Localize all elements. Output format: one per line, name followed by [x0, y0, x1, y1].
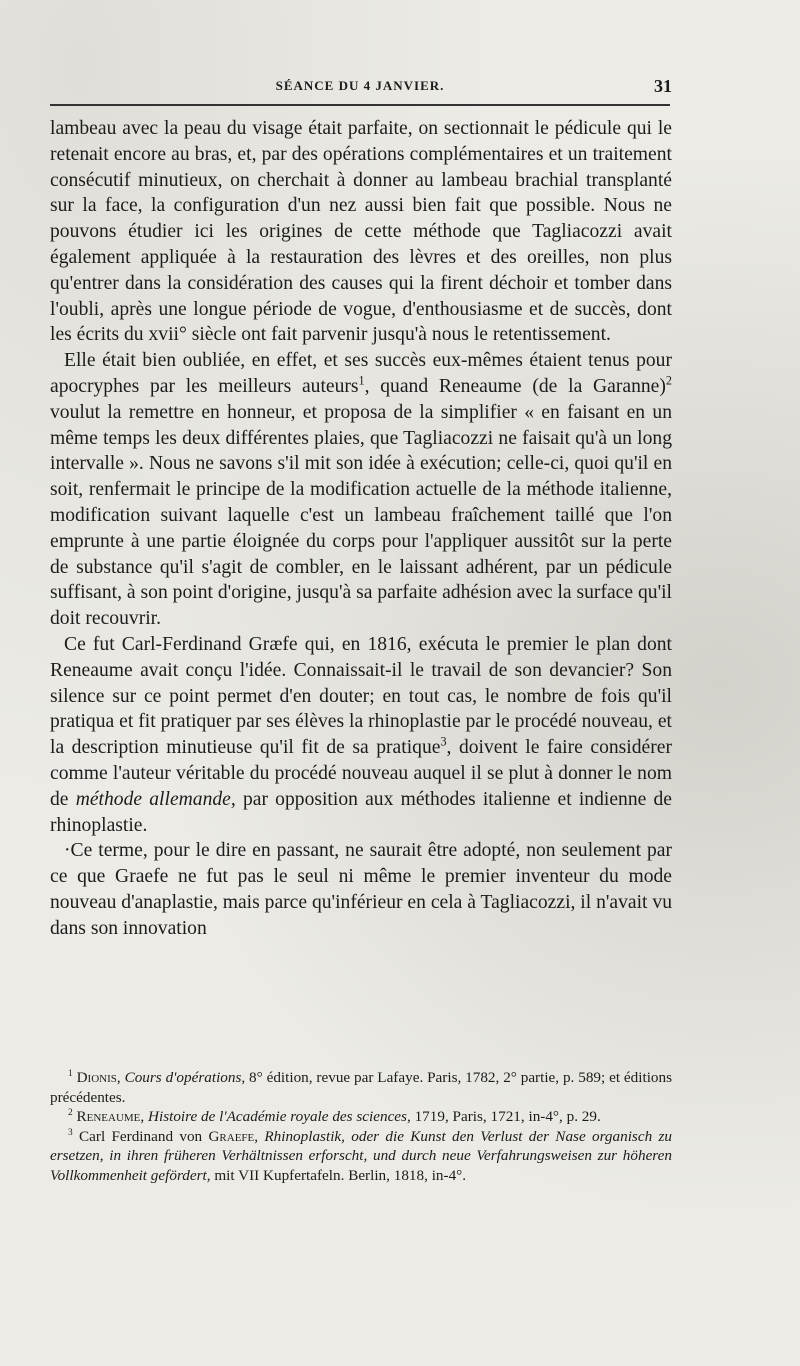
footnotes [50, 1068, 672, 1186]
footnote-ref-3: 3 [440, 734, 447, 749]
paragraph-3 [50, 632, 672, 838]
paragraph-4: ·Ce terme, pour le dire en passant, ne saurait être adopté, non seulement par ce que Graefe ne fut pas le seul ni même le premier inventeur du mode nouveau d'anaplastie, mais parce qu'inférieur en cela à Tagliacozzi, il n'avait vu dans son innovation [50, 840, 672, 939]
footnote-1-mark: 1 [68, 1068, 73, 1079]
footnote-1-rest: 8° édition, revue par Lafaye. Paris, 1782, 2° partie, p. 589; et éditions précédentes. [50, 1069, 673, 1106]
paragraph-3-part-b: , doivent le faire considérer comme l'auteur véritable du procédé nouveau auquel il se plut à donner le nom de [50, 737, 672, 810]
body-text [50, 116, 672, 942]
paragraph-3-part-a: Ce fut Carl-Ferdinand Græfe qui, en 1816, exécuta le premier le plan dont Reneaume avait conçu l'idée. Connaissait-il le travail de son devancier? Son silence sur ce point permet d'en douter; en tout cas, le nombre de fois qu'il pratiqua et fit pratiquer par ses élèves la rhinoplastie par le procédé nouveau, et la description minutieuse qu'il fit de sa pratique [50, 633, 672, 759]
footnote-3 [50, 1127, 672, 1186]
paragraph-2-part-b: , quand Reneaume (de la Garanne) [364, 375, 666, 397]
paragraph-2-part-c: voulut la remettre en honneur, et proposa de la simplifier « en faisant en un même temps les deux différentes plaies, que Tagliacozzi ne faisait qu'à un long intervalle ». Nous ne savons s'il mit son idée à exécution; celle-ci, quoi qu'il en soit, renfermait le principe de la modification actuelle de la méthode italienne, modification suivant laquelle c'est un lambeau fraîchement taillé que l'on emprunte à une partie éloignée du corps pour l'appliquer aussitôt sur la perte de substance qu'il s'agit de combler, en le laissant adhérent, par un pédicule suffisant, à son point d'origine, jusqu'à sa parfaite adhésion avec la surface qu'il doit recouvrir. [50, 401, 672, 630]
footnote-2-rest: 1719, Paris, 1721, in-4°, p. 29. [410, 1108, 601, 1126]
paragraph-2-part-a: Elle était bien oubliée, en effet, et ses succès eux-mêmes étaient tenus pour apocryphes par les meilleurs auteurs [50, 350, 672, 397]
footnote-ref-1: 1 [358, 373, 365, 388]
paragraph-2 [50, 348, 672, 632]
footnote-3-title: Rhinoplastik, oder die Kunst den Verlust der Nase organisch zu ersetzen, in ihren früheren Verhältnissen erforscht, und durch neue Verfahrungsweisen zur höheren Vollkommenheit gefördert, [50, 1127, 672, 1184]
running-head: SÉANCE DU 4 JANVIER. [275, 78, 445, 93]
footnote-2 [50, 1107, 672, 1127]
page-header [50, 76, 670, 98]
header-rule [50, 104, 670, 106]
footnote-2-mark: 2 [68, 1108, 73, 1119]
footnote-3-author: Graefe, [208, 1127, 259, 1145]
footnote-1 [50, 1068, 672, 1107]
footnote-2-title: Histoire de l'Académie royale des sciences, [148, 1108, 411, 1126]
footnote-ref-2: 2 [665, 373, 672, 388]
footnote-2-author: Reneaume, [76, 1108, 145, 1126]
paragraph-1: lambeau avec la peau du visage était parfaite, on sectionnait le pédicule qui le retenait encore au bras, et, par des opérations complémentaires et un traitement consécutif minutieux, on cherchait à donner au lambeau brachial transplanté sur la face, la configuration d'un nez aussi bien fait que possible. Nous ne pouvons étudier ici les origines de cette méthode que Tagliacozzi avait également appliquée à la restauration des lèvres et des oreilles, non plus qu'entrer dans la considération des causes qui la firent déchoir et tomber dans l'oubli, après une longue période de vogue, d'enthousiasme et de succès, dont les écrits du xvii° siècle ont fait parvenir jusqu'à nous le retentissement. [50, 118, 672, 346]
paragraph-3-part-c: par opposition aux méthodes italienne et indienne de rhinoplastie. [50, 788, 672, 836]
footnote-3-lead: Carl Ferdinand von [79, 1127, 209, 1145]
footnote-1-author: Dionis, [76, 1069, 121, 1086]
footnote-3-mark: 3 [68, 1127, 73, 1138]
footnote-3-rest: mit VII Kupfertafeln. Berlin, 1818, in-4°. [210, 1166, 467, 1184]
page-number: 31 [654, 76, 672, 96]
footnote-1-title: Cours d'opérations, [124, 1069, 246, 1086]
paragraph-3-italic: méthode allemande, [75, 788, 236, 810]
